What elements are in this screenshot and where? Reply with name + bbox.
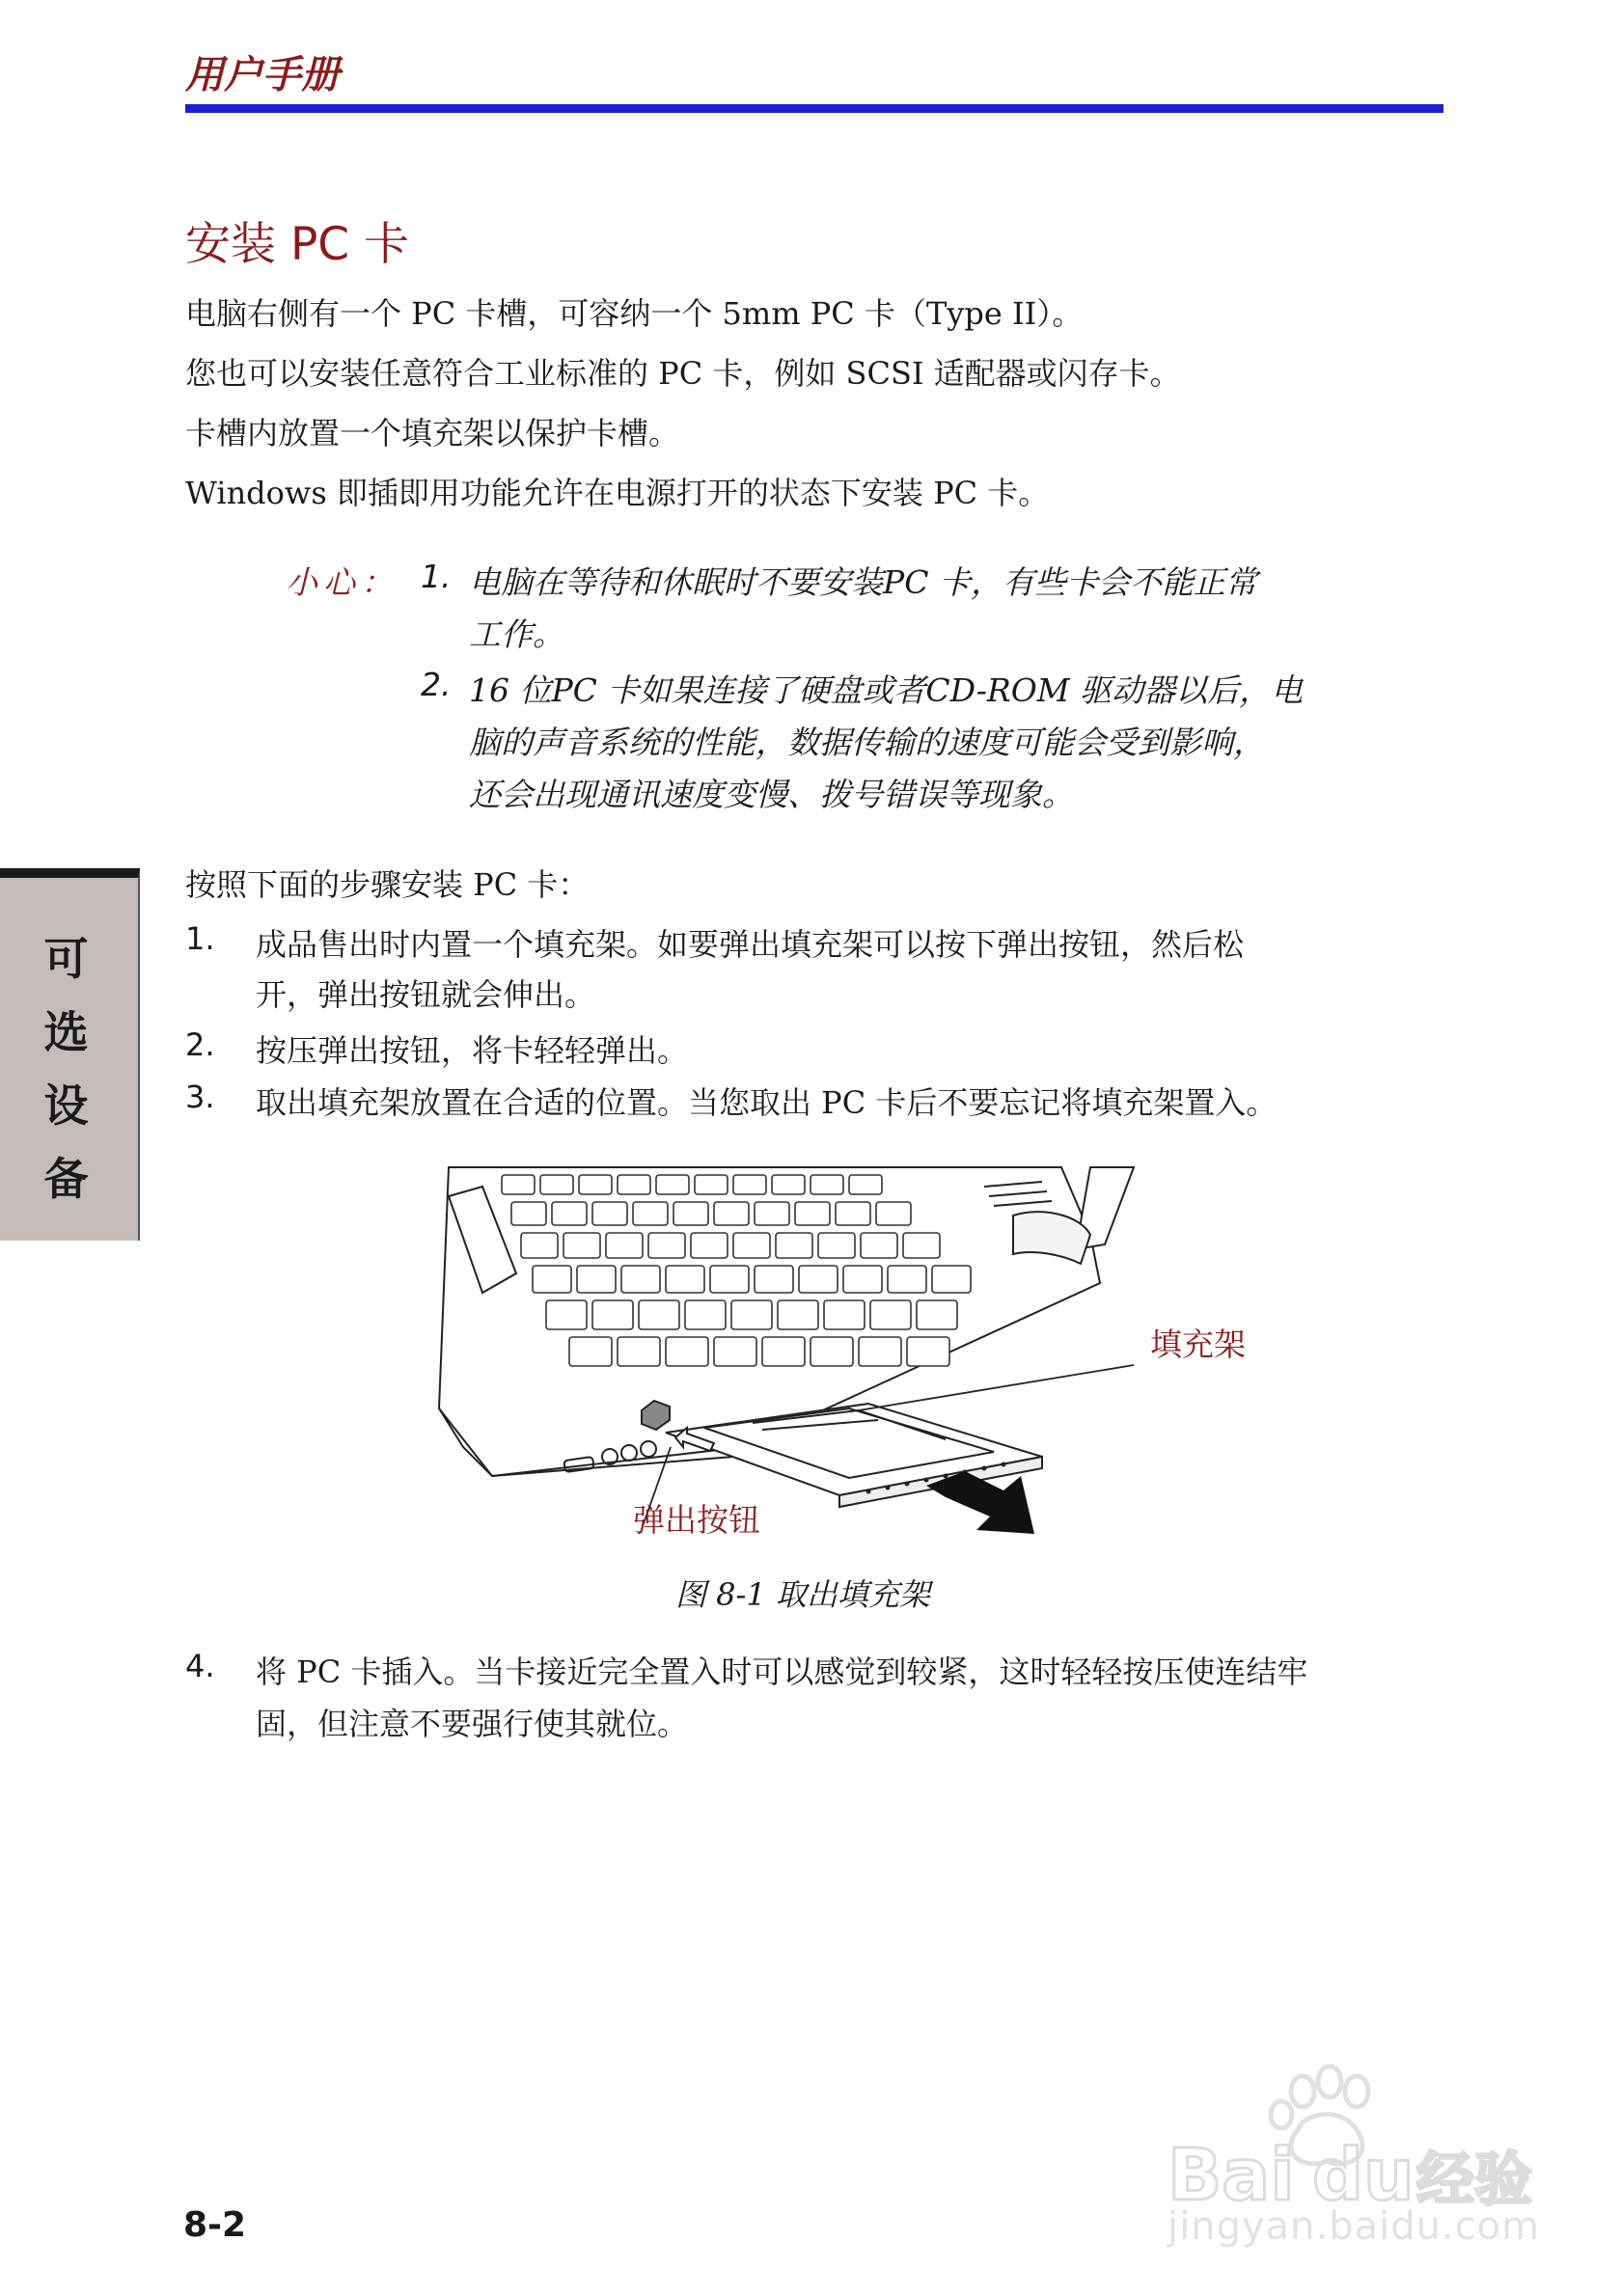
header-title: 用户手册 (185, 53, 340, 97)
step-line: 成品售出时内置一个填充架。如要弹出填充架可以按下弹出按钮，然后松 (256, 926, 1245, 963)
label-eject-button: 弹出按钮 (633, 1501, 760, 1539)
caution-item-line: 电脑在等待和休眠时不要安装PC 卡，有些卡会不能正常 (469, 563, 1257, 601)
side-tab-char: 可 (43, 933, 89, 985)
watermark-url: jingyan.baidu.com (1168, 2204, 1541, 2249)
caution-item-number: 1. (421, 558, 452, 595)
paragraph-2: 您也可以安装任意符合工业标准的 PC 卡，例如 SCSI 适配器或闪存卡。 (185, 355, 1181, 392)
step-line: 开，弹出按钮就会伸出。 (256, 976, 596, 1013)
side-tab-char: 选 (43, 1006, 89, 1058)
side-tab-char: 设 (43, 1080, 89, 1132)
step-line: 固，但注意不要强行使其就位。 (256, 1706, 689, 1742)
laptop-illustration (425, 1158, 1177, 1544)
step-line: 将 PC 卡插入。当卡接近完全置入时可以感觉到较紧，这时轻轻按压使连结牢 (256, 1654, 1308, 1690)
page-number: 8-2 (183, 2205, 247, 2245)
step-number: 1. (185, 920, 215, 957)
step-number: 2. (185, 1026, 215, 1063)
side-tab-char: 备 (43, 1153, 89, 1205)
pc-card-figure (425, 1158, 1246, 1544)
step-number: 4. (185, 1648, 215, 1684)
step-line: 取出填充架放置在合适的位置。当您取出 PC 卡后不要忘记将填充架置入。 (256, 1084, 1278, 1121)
caution-item-number: 2. (421, 666, 452, 703)
svg-text:du: du (1312, 2134, 1415, 2217)
section-title: 安装 PC 卡 (185, 218, 410, 271)
step-line: 按压弹出按钮，将卡轻轻弹出。 (256, 1032, 689, 1069)
paragraph-3: 卡槽内放置一个填充架以保护卡槽。 (185, 415, 680, 451)
caution-item-line: 脑的声音系统的性能，数据传输的速度可能会受到影响， (469, 724, 1265, 761)
paragraph-4: Windows 即插即用功能允许在电源打开的状态下安装 PC 卡。 (185, 475, 1050, 511)
figure-caption: 图 8-1 取出填充架 (675, 1576, 930, 1613)
label-filler-tray: 填充架 (1150, 1326, 1246, 1363)
step-number: 3. (185, 1079, 215, 1115)
steps-intro: 按照下面的步骤安装 PC 卡： (185, 866, 590, 903)
svg-text:Bai: Bai (1168, 2134, 1295, 2217)
side-tab (0, 868, 140, 1241)
caution-item-line: 16 位PC 卡如果连接了硬盘或者CD-ROM 驱动器以后，电 (469, 671, 1304, 709)
caution-item-line: 工作。 (469, 615, 564, 653)
svg-text:经验: 经验 (1416, 2146, 1532, 2214)
header-rule (185, 104, 1443, 113)
caution-item-line: 还会出现通讯速度变慢、拨号错误等现象。 (469, 776, 1074, 813)
caution-label: 小心： (286, 563, 398, 601)
paragraph-1: 电脑右侧有一个 PC 卡槽，可容纳一个 5mm PC 卡（Type II）。 (185, 295, 1084, 332)
